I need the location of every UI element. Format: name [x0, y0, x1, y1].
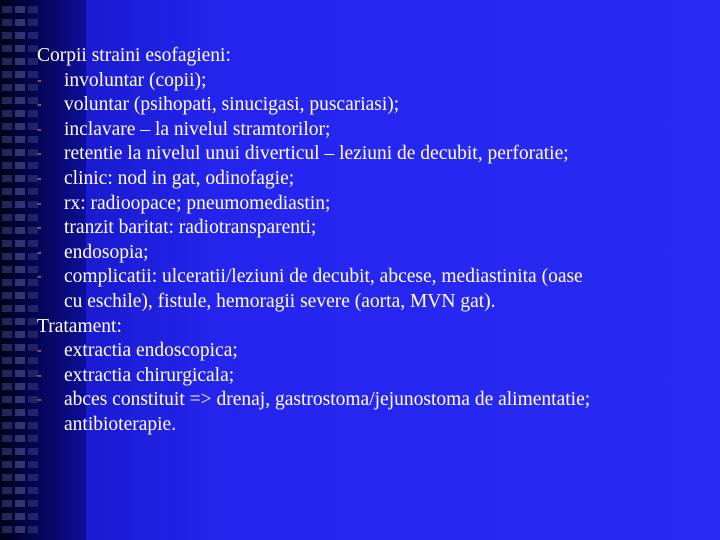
- dash-bullet-icon: -: [37, 220, 42, 236]
- decorative-square-column: [2, 6, 12, 536]
- dash-bullet-icon: -: [37, 244, 42, 260]
- list-item: [37, 388, 713, 437]
- list-item: [37, 167, 713, 192]
- dash-bullet-icon: -: [37, 343, 42, 359]
- list-item: [37, 265, 713, 314]
- section-heading-treatment: Tratament:: [37, 315, 122, 337]
- foreign-bodies-list: [37, 69, 713, 315]
- dash-bullet-icon: -: [37, 72, 42, 88]
- dash-bullet-icon: -: [37, 146, 42, 162]
- section-heading-foreign-bodies: Corpii straini esofagieni:: [37, 45, 231, 66]
- list-item-text: endosopia;: [64, 241, 149, 263]
- list-item-text: abces constituit => drenaj, gastrostoma/jejunostoma de alimentatie;: [64, 389, 591, 411]
- treatment-list: [37, 339, 713, 437]
- list-item-text: rx: radioopace; pneumomediastin;: [64, 192, 331, 214]
- dash-bullet-icon: -: [37, 121, 42, 137]
- slide-content: [37, 44, 713, 438]
- list-item-text: extractia endoscopica;: [64, 340, 238, 362]
- list-item: [37, 216, 713, 241]
- dash-bullet-icon: -: [37, 195, 42, 211]
- list-item-text: tranzit baritat: radiotransparenti;: [64, 217, 317, 239]
- list-item: [37, 142, 713, 167]
- list-item-text: involuntar (copii);: [64, 69, 207, 91]
- list-item: [37, 118, 713, 143]
- list-item-text: complicatii: ulceratii/leziuni de decubit, abcese, mediastinita (oase: [64, 266, 583, 288]
- list-item: [37, 364, 713, 389]
- list-item: [37, 241, 713, 266]
- list-item-text: cu eschile), fistule, hemoragii severe (aorta, MVN gat).: [64, 290, 496, 312]
- list-item: [37, 93, 713, 118]
- dash-bullet-icon: -: [37, 367, 42, 383]
- list-item-text: clinic: nod in gat, odinofagie;: [64, 167, 295, 189]
- decorative-square-column: [15, 6, 25, 536]
- list-item-text: retentie la nivelul unui diverticul – leziuni de decubit, perforatie;: [64, 143, 569, 165]
- dash-bullet-icon: -: [37, 269, 42, 285]
- list-item-text: voluntar (psihopati, sinucigasi, puscariasi);: [64, 94, 400, 116]
- list-item-text: inclavare – la nivelul stramtorilor;: [64, 118, 331, 140]
- list-item-text: extractia chirurgicala;: [64, 364, 235, 386]
- dash-bullet-icon: -: [37, 97, 42, 113]
- dash-bullet-icon: -: [37, 392, 42, 408]
- list-item: [37, 69, 713, 94]
- list-item: [37, 339, 713, 364]
- dash-bullet-icon: -: [37, 170, 42, 186]
- list-item-text: antibioterapie.: [64, 413, 177, 435]
- list-item: [37, 192, 713, 217]
